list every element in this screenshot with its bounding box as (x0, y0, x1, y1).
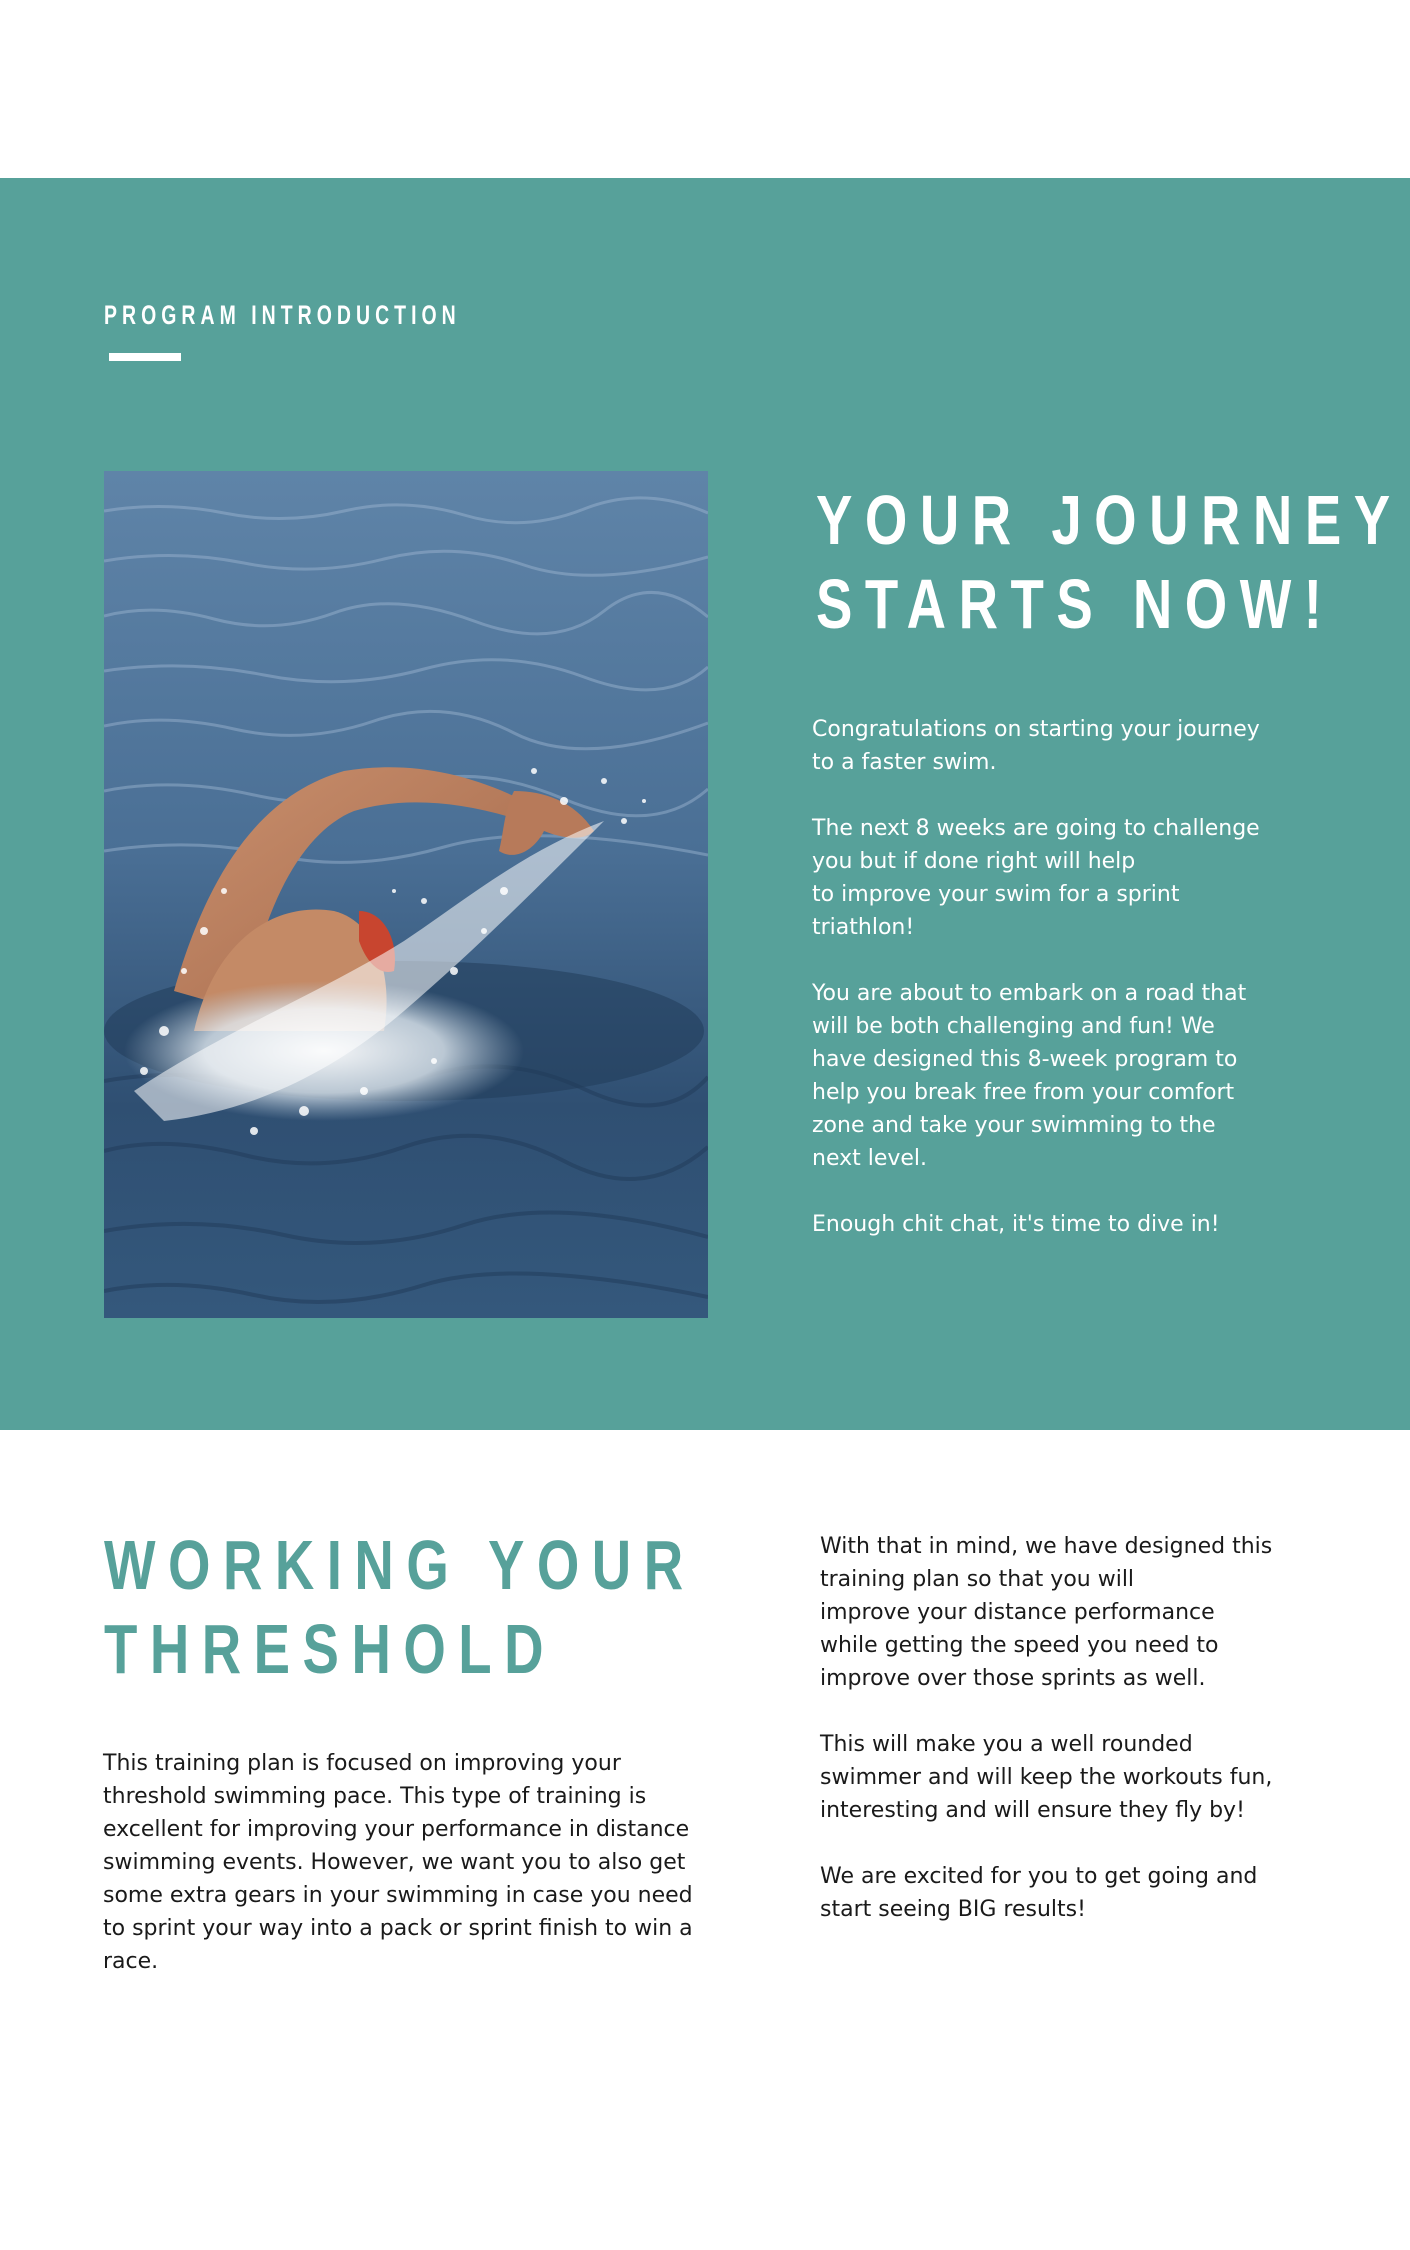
threshold-title-line2: THRESHOLD (104, 1610, 557, 1688)
section-label: PROGRAM INTRODUCTION (104, 300, 461, 330)
threshold-title-line1: WORKING YOUR (104, 1526, 696, 1604)
threshold-paragraph: This will make you a well rounded swimmer and will keep the workouts fun, interesting and will ensure they fly by! (820, 1732, 1273, 1823)
threshold-paragraph: With that in mind, we have designed this training plan so that you will improve your distance performance while getting the speed you need to improve over those sprints as well. (820, 1534, 1273, 1691)
swimmer-photo (104, 471, 708, 1318)
intro-paragraph: Congratulations on starting your journey to a faster swim. (812, 717, 1260, 775)
threshold-title (104, 1523, 696, 1691)
hero-title-line1: YOUR JOURNEY (816, 481, 1403, 559)
threshold-paragraph: We are excited for you to get going and start seeing BIG results! (820, 1864, 1258, 1922)
intro-paragraph: The next 8 weeks are going to challenge you but if done right will help to improve your swim for a sprint triathlon! (812, 816, 1260, 940)
threshold-right-column (820, 1530, 1340, 1959)
intro-body (812, 713, 1322, 1274)
threshold-left-column (103, 1747, 763, 2011)
intro-paragraph: Enough chit chat, it's time to dive in! (812, 1212, 1220, 1237)
hero-title (816, 478, 1403, 646)
threshold-paragraph: This training plan is focused on improving your threshold swimming pace. This type of training is excellent for improving your performance in distance swimming events. However, we want you to also get some extra gears in your swimming in case you need to sprint your way into a pack or sprint finish to win a race. (103, 1751, 693, 1974)
hero-title-line2: STARTS NOW! (816, 565, 1335, 643)
section-label-underline (109, 353, 181, 361)
intro-paragraph: You are about to embark on a road that will be both challenging and fun! We have designed this 8-week program to help you break free from your comfort zone and take your swimming to the next level. (812, 981, 1247, 1171)
